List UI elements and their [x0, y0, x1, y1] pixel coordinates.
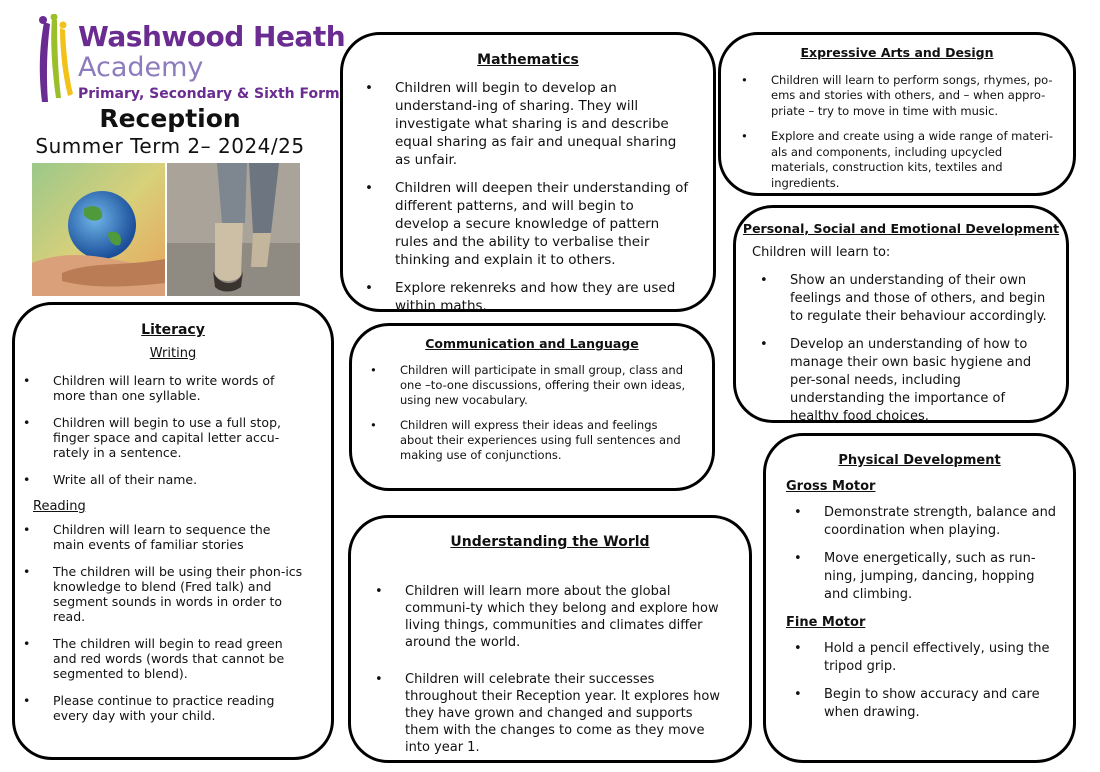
list-item: • The children will be using their phon-ics knowledge to blend (Fred talk) and segment sounds in words in order to read. — [15, 564, 303, 624]
communication-list — [352, 363, 712, 463]
understanding-world-panel — [348, 515, 752, 763]
globe-in-hands-photo — [32, 163, 165, 296]
understanding-world-heading: Understanding the World — [450, 534, 650, 550]
list-item: • Develop an understanding of how to manage their own basic hygiene and per-sonal needs, including understanding the importance of healthy food choices. — [752, 336, 1048, 426]
communication-heading: Communication and Language — [425, 336, 639, 351]
mathematics-heading: Mathematics — [477, 52, 579, 68]
list-item: • Explore rekenreks and how they are used within maths. — [357, 279, 689, 315]
list-item: • Show an understanding of their own feelings and those of others, and begin to regulate their behaviour accordingly. — [752, 272, 1048, 326]
list-item: • Move energetically, such as run-ning, jumping, dancing, hopping and climbing. — [786, 550, 1059, 604]
list-item: • Children will express their ideas and feelings about their experiences using full sentences and making use of conjunctions. — [362, 418, 690, 463]
psed-list — [736, 272, 1066, 426]
mathematics-panel — [340, 32, 716, 312]
list-item: • Children will learn to perform songs, rhymes, po-ems and stories with others, and – when appro-priate – try to move in time with music. — [733, 73, 1057, 120]
list-item: • Children will begin to develop an understand-ing of sharing. They will investigate what sharing is and describe equal sharing as fair and unequal sharing as unfair. — [357, 79, 689, 169]
list-item: • Hold a pencil effectively, using the tripod grip. — [786, 640, 1059, 676]
understanding-world-list — [351, 583, 749, 756]
list-item: • Children will deepen their understanding of different patterns, and will begin to develop a secure knowledge of pattern rules and the ability to verbalise their thinking and explain it to others. — [357, 179, 689, 269]
list-item: • The children will begin to read green and red words (words that cannot be segmented to blend). — [15, 636, 303, 681]
logo-emblem-icon — [30, 14, 76, 106]
fine-motor-heading: Fine Motor — [786, 615, 866, 630]
term-label: Summer Term 2– 2024/25 — [35, 134, 305, 158]
literacy-panel — [12, 302, 334, 760]
gross-motor-list — [766, 504, 1073, 604]
list-item: • Begin to show accuracy and care when drawing. — [786, 686, 1059, 722]
expressive-arts-panel — [718, 32, 1076, 196]
school-logo — [30, 14, 346, 106]
expressive-arts-list — [721, 73, 1073, 192]
writing-list — [15, 373, 331, 487]
physical-development-heading: Physical Development — [838, 453, 1001, 468]
list-item: • Please continue to practice reading every day with your child. — [15, 693, 303, 723]
psed-heading: Personal, Social and Emotional Development — [742, 221, 1060, 236]
communication-panel — [349, 323, 715, 491]
list-item: • Write all of their name. — [15, 472, 303, 487]
list-item: • Children will learn to sequence the main events of familiar stories — [15, 522, 303, 552]
gross-motor-heading: Gross Motor — [786, 479, 876, 494]
list-item: • Explore and create using a wide range of materi-als and components, including upcycled materials, construction kits, textiles and ingredients. — [733, 129, 1057, 191]
logo-academy: Academy — [78, 52, 204, 83]
logo-tagline: Primary, Secondary & Sixth Form — [78, 86, 340, 102]
list-item: • Children will participate in small group, class and one –to-one discussions, offering their own ideas, using new vocabulary. — [362, 363, 690, 408]
list-item: • Demonstrate strength, balance and coordination when playing. — [786, 504, 1059, 540]
physical-development-panel — [763, 433, 1076, 763]
writing-heading: Writing — [149, 346, 197, 361]
psed-intro: Children will learn to: — [752, 245, 891, 260]
reading-heading: Reading — [33, 499, 86, 514]
literacy-heading: Literacy — [141, 322, 205, 338]
mathematics-list — [343, 79, 713, 315]
walking-child-photo — [167, 163, 300, 296]
expressive-arts-heading: Expressive Arts and Design — [800, 45, 994, 60]
list-item: • Children will celebrate their successes throughout their Reception year. It explores how they have grown and changed and supports them with the changes to come as they move into year 1. — [367, 671, 727, 756]
reading-list — [15, 522, 331, 723]
page-title: Reception — [99, 104, 241, 133]
list-item: • Children will learn to write words of more than one syllable. — [15, 373, 303, 403]
list-item: • Children will learn more about the global communi-ty which they belong and explore how living things, communities and climates differ around the world. — [367, 583, 727, 651]
logo-school-name: Washwood Heath — [78, 20, 346, 53]
psed-panel — [733, 205, 1069, 423]
list-item: • Children will begin to use a full stop, finger space and capital letter accu-rately in a sentence. — [15, 415, 303, 460]
fine-motor-list — [766, 640, 1073, 722]
